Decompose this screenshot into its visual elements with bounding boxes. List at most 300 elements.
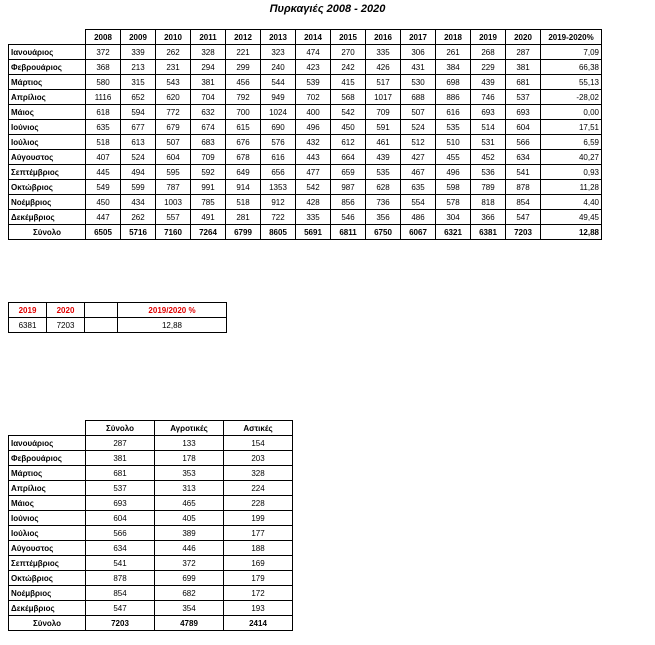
cell-value: 542 xyxy=(296,180,331,195)
cell-value: 886 xyxy=(436,90,471,105)
cell-value: 512 xyxy=(401,135,436,150)
page-title: Πυρκαγιές 2008 - 2020 xyxy=(269,3,386,15)
cell-value: 546 xyxy=(331,210,366,225)
cell-value: 381 xyxy=(506,60,541,75)
table-row xyxy=(9,541,293,556)
month-label: Δεκέμβριος xyxy=(9,601,86,616)
cell-value: 789 xyxy=(471,180,506,195)
cell-value: 507 xyxy=(156,135,191,150)
year-header: 2008 xyxy=(86,30,121,45)
total-value: 2414 xyxy=(224,616,293,631)
cell-value: 792 xyxy=(226,90,261,105)
header-corner xyxy=(9,421,86,436)
cell-value: 674 xyxy=(191,120,226,135)
year-header: 2014 xyxy=(296,30,331,45)
cell-value: 313 xyxy=(155,481,224,496)
cell-value: 537 xyxy=(86,481,155,496)
month-label: Ιανουάριος xyxy=(9,45,86,60)
total-pct: 12,88 xyxy=(541,225,602,240)
cell-value: 328 xyxy=(224,466,293,481)
cell-value: 683 xyxy=(191,135,226,150)
cell-value: 447 xyxy=(86,210,121,225)
cell-value: 693 xyxy=(506,105,541,120)
cell-value: 465 xyxy=(155,496,224,511)
cell-value: 635 xyxy=(86,120,121,135)
cell-value: 688 xyxy=(401,90,436,105)
pct-value: 0,00 xyxy=(541,105,602,120)
cell-value: 154 xyxy=(224,436,293,451)
year-header: 2018 xyxy=(436,30,471,45)
cell-value: 428 xyxy=(296,195,331,210)
header-pct-change: 2019/2020 % xyxy=(118,303,227,318)
fires-by-month-table xyxy=(8,29,602,240)
fires-breakdown-table xyxy=(8,420,293,631)
table-row xyxy=(9,75,602,90)
table-row xyxy=(9,466,293,481)
cell-value: 335 xyxy=(366,45,401,60)
value-pct-change: 12,88 xyxy=(118,318,227,333)
table-row xyxy=(9,195,602,210)
cell-value: 434 xyxy=(121,195,156,210)
table-row xyxy=(9,150,602,165)
total-value: 7160 xyxy=(156,225,191,240)
cell-value: 568 xyxy=(331,90,366,105)
month-label: Αύγουστος xyxy=(9,150,86,165)
cell-value: 854 xyxy=(86,586,155,601)
cell-value: 443 xyxy=(296,150,331,165)
year-header: 2015 xyxy=(331,30,366,45)
cell-value: 818 xyxy=(471,195,506,210)
cell-value: 268 xyxy=(471,45,506,60)
pct-value: -28,02 xyxy=(541,90,602,105)
cell-value: 678 xyxy=(226,150,261,165)
cell-value: 576 xyxy=(261,135,296,150)
table-header-row xyxy=(9,303,227,318)
cell-value: 439 xyxy=(366,150,401,165)
cell-value: 772 xyxy=(156,105,191,120)
cell-value: 878 xyxy=(86,571,155,586)
cell-value: 281 xyxy=(226,210,261,225)
cell-value: 270 xyxy=(331,45,366,60)
cell-value: 262 xyxy=(121,210,156,225)
cell-value: 595 xyxy=(156,165,191,180)
cell-value: 530 xyxy=(401,75,436,90)
cell-value: 477 xyxy=(296,165,331,180)
cell-value: 531 xyxy=(471,135,506,150)
cell-value: 474 xyxy=(296,45,331,60)
cell-value: 991 xyxy=(191,180,226,195)
month-label: Νοέμβριος xyxy=(9,586,86,601)
cell-value: 517 xyxy=(366,75,401,90)
cell-value: 557 xyxy=(156,210,191,225)
cell-value: 612 xyxy=(331,135,366,150)
cell-value: 912 xyxy=(261,195,296,210)
cell-value: 949 xyxy=(261,90,296,105)
cell-value: 547 xyxy=(86,601,155,616)
cell-value: 616 xyxy=(436,105,471,120)
pct-value: 11,28 xyxy=(541,180,602,195)
cell-value: 914 xyxy=(226,180,261,195)
cell-value: 381 xyxy=(191,75,226,90)
cell-value: 580 xyxy=(86,75,121,90)
cell-value: 664 xyxy=(331,150,366,165)
cell-value: 287 xyxy=(86,436,155,451)
total-value: 8605 xyxy=(261,225,296,240)
cell-value: 446 xyxy=(155,541,224,556)
header-2020: 2020 xyxy=(47,303,85,318)
cell-value: 598 xyxy=(436,180,471,195)
total-label: Σύνολο xyxy=(9,616,86,631)
cell-value: 541 xyxy=(506,165,541,180)
cell-value: 518 xyxy=(86,135,121,150)
cell-value: 339 xyxy=(121,45,156,60)
month-label: Απρίλιος xyxy=(9,90,86,105)
table-row xyxy=(9,210,602,225)
cell-value: 785 xyxy=(191,195,226,210)
month-label: Ιούνιος xyxy=(9,511,86,526)
total-value: 7264 xyxy=(191,225,226,240)
total-value: 5691 xyxy=(296,225,331,240)
cell-value: 366 xyxy=(471,210,506,225)
pct-value: 55,13 xyxy=(541,75,602,90)
cell-value: 736 xyxy=(366,195,401,210)
cell-value: 682 xyxy=(155,586,224,601)
cell-value: 878 xyxy=(506,180,541,195)
cell-value: 704 xyxy=(191,90,226,105)
cell-value: 578 xyxy=(436,195,471,210)
cell-value: 496 xyxy=(436,165,471,180)
cell-value: 524 xyxy=(121,150,156,165)
cell-value: 510 xyxy=(436,135,471,150)
year-header: 2011 xyxy=(191,30,226,45)
cell-value: 304 xyxy=(436,210,471,225)
cell-value: 133 xyxy=(155,436,224,451)
cell-value: 240 xyxy=(261,60,296,75)
header-2019: 2019 xyxy=(9,303,47,318)
cell-value: 294 xyxy=(191,60,226,75)
pct-value: 66,38 xyxy=(541,60,602,75)
total-value: 6067 xyxy=(401,225,436,240)
cell-value: 594 xyxy=(121,105,156,120)
cell-value: 1024 xyxy=(261,105,296,120)
cell-value: 177 xyxy=(224,526,293,541)
total-value: 6799 xyxy=(226,225,261,240)
cell-value: 987 xyxy=(331,180,366,195)
cell-value: 456 xyxy=(226,75,261,90)
year-header: 2009 xyxy=(121,30,156,45)
cell-value: 700 xyxy=(226,105,261,120)
year-header: 2019 xyxy=(471,30,506,45)
year-header: 2012 xyxy=(226,30,261,45)
table-row xyxy=(9,180,602,195)
cell-value: 599 xyxy=(121,180,156,195)
value-blank xyxy=(85,318,118,333)
cell-value: 172 xyxy=(224,586,293,601)
cell-value: 693 xyxy=(471,105,506,120)
cell-value: 262 xyxy=(156,45,191,60)
month-label: Μάρτιος xyxy=(9,75,86,90)
cell-value: 615 xyxy=(226,120,261,135)
total-value: 6321 xyxy=(436,225,471,240)
pct-value: 6,59 xyxy=(541,135,602,150)
table-row xyxy=(9,526,293,541)
cell-value: 547 xyxy=(506,210,541,225)
table-row xyxy=(9,601,293,616)
year-header: 2010 xyxy=(156,30,191,45)
pct-value: 4,40 xyxy=(541,195,602,210)
cell-value: 427 xyxy=(401,150,436,165)
year-header: 2013 xyxy=(261,30,296,45)
cell-value: 381 xyxy=(86,451,155,466)
pct-value: 7,09 xyxy=(541,45,602,60)
cell-value: 518 xyxy=(226,195,261,210)
cell-value: 690 xyxy=(261,120,296,135)
value-2020: 7203 xyxy=(47,318,85,333)
cell-value: 496 xyxy=(296,120,331,135)
table-row xyxy=(9,60,602,75)
cell-value: 507 xyxy=(401,105,436,120)
cell-value: 524 xyxy=(401,120,436,135)
cell-value: 649 xyxy=(226,165,261,180)
cell-value: 261 xyxy=(436,45,471,60)
cell-value: 514 xyxy=(471,120,506,135)
table-row xyxy=(9,571,293,586)
cell-value: 299 xyxy=(226,60,261,75)
cell-value: 554 xyxy=(401,195,436,210)
month-label: Μάρτιος xyxy=(9,466,86,481)
cell-value: 368 xyxy=(86,60,121,75)
cell-value: 335 xyxy=(296,210,331,225)
month-label: Σεπτέμβριος xyxy=(9,556,86,571)
cell-value: 628 xyxy=(366,180,401,195)
table-row xyxy=(9,586,293,601)
table-row xyxy=(9,90,602,105)
table-header-row xyxy=(9,421,293,436)
month-label: Οκτώβριος xyxy=(9,180,86,195)
month-label: Δεκέμβριος xyxy=(9,210,86,225)
pct-header: 2019-2020% xyxy=(541,30,602,45)
cell-value: 494 xyxy=(121,165,156,180)
table-row xyxy=(9,436,293,451)
cell-value: 604 xyxy=(506,120,541,135)
total-value: 6381 xyxy=(471,225,506,240)
year-header: 2020 xyxy=(506,30,541,45)
month-label: Ιούνιος xyxy=(9,120,86,135)
cell-value: 372 xyxy=(86,45,121,60)
cell-value: 455 xyxy=(436,150,471,165)
cell-value: 634 xyxy=(506,150,541,165)
cell-value: 384 xyxy=(436,60,471,75)
cell-value: 656 xyxy=(261,165,296,180)
cell-value: 613 xyxy=(121,135,156,150)
table-row xyxy=(9,496,293,511)
table-row xyxy=(9,556,293,571)
month-label: Αύγουστος xyxy=(9,541,86,556)
total-value: 4789 xyxy=(155,616,224,631)
table-row xyxy=(9,481,293,496)
cell-value: 699 xyxy=(155,571,224,586)
table-row xyxy=(9,165,602,180)
cell-value: 681 xyxy=(86,466,155,481)
cell-value: 746 xyxy=(471,90,506,105)
month-label: Ιούλιος xyxy=(9,135,86,150)
cell-value: 542 xyxy=(331,105,366,120)
cell-value: 543 xyxy=(156,75,191,90)
month-label: Φεβρουάριος xyxy=(9,451,86,466)
cell-value: 652 xyxy=(121,90,156,105)
cell-value: 372 xyxy=(155,556,224,571)
cell-value: 535 xyxy=(436,120,471,135)
cell-value: 405 xyxy=(155,511,224,526)
cell-value: 698 xyxy=(436,75,471,90)
cell-value: 353 xyxy=(155,466,224,481)
total-value: 7203 xyxy=(86,616,155,631)
pct-value: 0,93 xyxy=(541,165,602,180)
total-value: 6750 xyxy=(366,225,401,240)
cell-value: 169 xyxy=(224,556,293,571)
cell-value: 452 xyxy=(471,150,506,165)
table-row xyxy=(9,45,602,60)
summary-table xyxy=(8,302,227,333)
cell-value: 549 xyxy=(86,180,121,195)
header-corner xyxy=(9,30,86,45)
cell-value: 287 xyxy=(506,45,541,60)
cell-value: 179 xyxy=(224,571,293,586)
cell-value: 592 xyxy=(191,165,226,180)
cell-value: 400 xyxy=(296,105,331,120)
column-header: Αγροτικές xyxy=(155,421,224,436)
table-row xyxy=(9,135,602,150)
cell-value: 389 xyxy=(155,526,224,541)
cell-value: 856 xyxy=(331,195,366,210)
cell-value: 228 xyxy=(224,496,293,511)
total-value: 6811 xyxy=(331,225,366,240)
month-label: Νοέμβριος xyxy=(9,195,86,210)
table-row xyxy=(9,511,293,526)
cell-value: 616 xyxy=(261,150,296,165)
year-header: 2016 xyxy=(366,30,401,45)
total-row xyxy=(9,225,602,240)
month-label: Ιούλιος xyxy=(9,526,86,541)
pct-value: 49,45 xyxy=(541,210,602,225)
cell-value: 535 xyxy=(366,165,401,180)
cell-value: 539 xyxy=(296,75,331,90)
cell-value: 618 xyxy=(86,105,121,120)
cell-value: 231 xyxy=(156,60,191,75)
cell-value: 221 xyxy=(226,45,261,60)
total-value: 6505 xyxy=(86,225,121,240)
cell-value: 407 xyxy=(86,150,121,165)
value-2019: 6381 xyxy=(9,318,47,333)
month-label: Ιανουάριος xyxy=(9,436,86,451)
cell-value: 199 xyxy=(224,511,293,526)
cell-value: 1353 xyxy=(261,180,296,195)
cell-value: 1116 xyxy=(86,90,121,105)
cell-value: 722 xyxy=(261,210,296,225)
cell-value: 634 xyxy=(86,541,155,556)
table-header-row xyxy=(9,30,602,45)
cell-value: 354 xyxy=(155,601,224,616)
cell-value: 450 xyxy=(86,195,121,210)
month-label: Απρίλιος xyxy=(9,481,86,496)
cell-value: 702 xyxy=(296,90,331,105)
year-header: 2017 xyxy=(401,30,436,45)
cell-value: 178 xyxy=(155,451,224,466)
cell-value: 709 xyxy=(191,150,226,165)
cell-value: 213 xyxy=(121,60,156,75)
table-row xyxy=(9,318,227,333)
cell-value: 693 xyxy=(86,496,155,511)
cell-value: 679 xyxy=(156,120,191,135)
cell-value: 620 xyxy=(156,90,191,105)
cell-value: 224 xyxy=(224,481,293,496)
cell-value: 787 xyxy=(156,180,191,195)
cell-value: 604 xyxy=(86,511,155,526)
cell-value: 203 xyxy=(224,451,293,466)
cell-value: 229 xyxy=(471,60,506,75)
table-row xyxy=(9,120,602,135)
cell-value: 415 xyxy=(331,75,366,90)
cell-value: 423 xyxy=(296,60,331,75)
month-label: Οκτώβριος xyxy=(9,571,86,586)
month-label: Μάιος xyxy=(9,105,86,120)
total-label: Σύνολο xyxy=(9,225,86,240)
table-row xyxy=(9,105,602,120)
cell-value: 315 xyxy=(121,75,156,90)
total-value: 5716 xyxy=(121,225,156,240)
cell-value: 323 xyxy=(261,45,296,60)
cell-value: 467 xyxy=(401,165,436,180)
cell-value: 491 xyxy=(191,210,226,225)
cell-value: 537 xyxy=(506,90,541,105)
cell-value: 632 xyxy=(191,105,226,120)
pct-value: 17,51 xyxy=(541,120,602,135)
cell-value: 536 xyxy=(471,165,506,180)
header-blank xyxy=(85,303,118,318)
cell-value: 676 xyxy=(226,135,261,150)
pct-value: 40,27 xyxy=(541,150,602,165)
cell-value: 431 xyxy=(401,60,436,75)
cell-value: 659 xyxy=(331,165,366,180)
cell-value: 432 xyxy=(296,135,331,150)
cell-value: 188 xyxy=(224,541,293,556)
cell-value: 635 xyxy=(401,180,436,195)
cell-value: 306 xyxy=(401,45,436,60)
month-label: Μάιος xyxy=(9,496,86,511)
total-value: 7203 xyxy=(506,225,541,240)
cell-value: 604 xyxy=(156,150,191,165)
table-row xyxy=(9,451,293,466)
cell-value: 426 xyxy=(366,60,401,75)
cell-value: 328 xyxy=(191,45,226,60)
cell-value: 193 xyxy=(224,601,293,616)
cell-value: 566 xyxy=(86,526,155,541)
cell-value: 709 xyxy=(366,105,401,120)
column-header: Σύνολο xyxy=(86,421,155,436)
cell-value: 1017 xyxy=(366,90,401,105)
column-header: Αστικές xyxy=(224,421,293,436)
cell-value: 450 xyxy=(331,120,366,135)
cell-value: 1003 xyxy=(156,195,191,210)
month-label: Σεπτέμβριος xyxy=(9,165,86,180)
month-label: Φεβρουάριος xyxy=(9,60,86,75)
cell-value: 486 xyxy=(401,210,436,225)
cell-value: 566 xyxy=(506,135,541,150)
cell-value: 461 xyxy=(366,135,401,150)
cell-value: 544 xyxy=(261,75,296,90)
cell-value: 439 xyxy=(471,75,506,90)
cell-value: 681 xyxy=(506,75,541,90)
